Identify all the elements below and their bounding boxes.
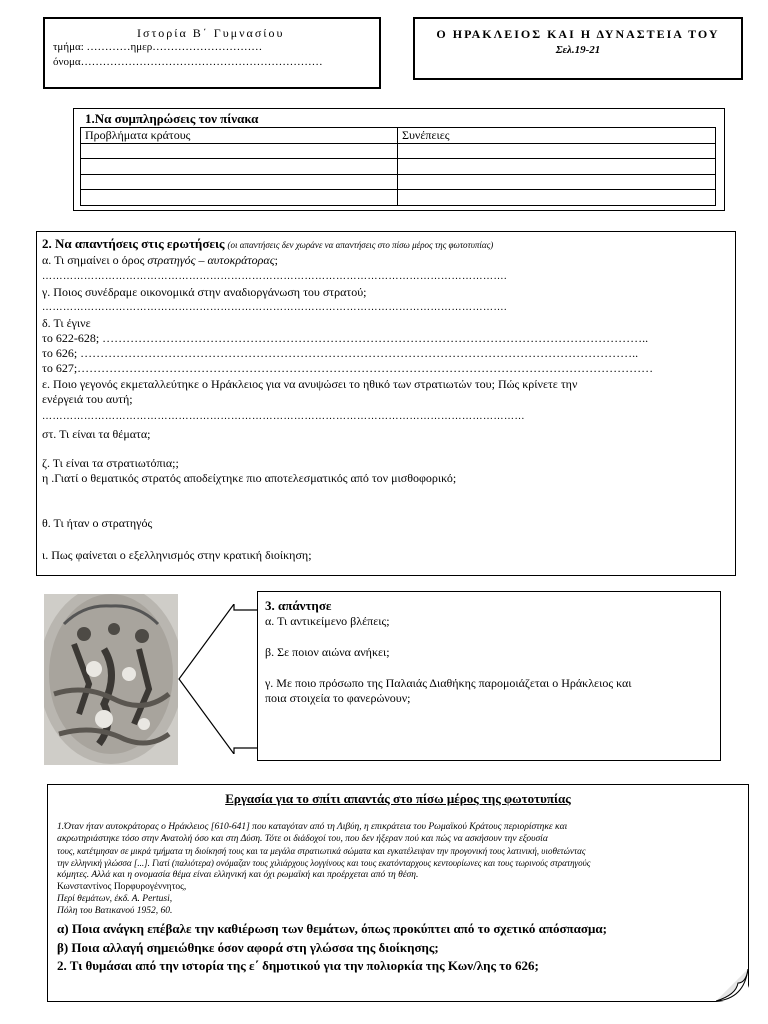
table-cell[interactable]	[398, 190, 716, 206]
table-header-row	[81, 128, 716, 144]
subject-label: Ιστορία Β΄ Γυμνασίου	[137, 26, 285, 40]
column-header-consequences: Συνέπειες	[398, 128, 716, 144]
question-a-term: στρατηγός – αυτοκράτορας	[147, 253, 275, 267]
section2-title: 2. Να απαντήσεις στις ερωτήσεις	[42, 236, 225, 251]
table-cell[interactable]	[81, 174, 398, 190]
question-3g-line2: ποια στοιχεία το φανερώνουν;	[265, 691, 411, 705]
table-cell[interactable]	[398, 143, 716, 159]
question-a-suffix: ;	[274, 253, 278, 267]
arrow-left-icon	[178, 604, 262, 754]
question-d: δ. Τι έγινε	[42, 316, 91, 330]
table-row[interactable]	[81, 159, 716, 175]
answer-line[interactable]: …………………………………………………………………………………………………………………….	[42, 271, 507, 282]
question-st: στ. Τι είναι τα θέματα;	[42, 427, 151, 441]
lesson-title: Ο ΗΡΑΚΛΕΙΟΣ ΚΑΙ Η ΔΥΝΑΣΤΕΙΑ ΤΟΥ	[436, 27, 720, 41]
homework-question-a: α) Ποια ανάγκη επέβαλε την καθιέρωση των θεμάτων, όπως προκύπτει από το σχετικό απόσπασμα;	[57, 921, 607, 936]
image-questions-box	[257, 591, 721, 761]
lesson-pages: Σελ.19-21	[555, 44, 601, 56]
student-info-box	[43, 17, 381, 89]
answer-line[interactable]: …………………………………………………………………………………………………………………………	[42, 411, 525, 422]
answer-line[interactable]: …………………………………………………………………………………………………………………….	[42, 302, 507, 313]
table-cell[interactable]	[81, 159, 398, 175]
lesson-title-box	[413, 17, 743, 80]
question-h: η .Γιατί ο θεματικός στρατός αποδείχτηκε πιο αποτελεσματικός από τον μισθοφορικό;	[42, 471, 457, 485]
homework-question-2: 2. Τι θυμάσαι από την ιστορία της ε΄ δημοτικού για την πολιορκία της Κων/λης το 626;	[57, 958, 539, 973]
table-row[interactable]	[81, 143, 716, 159]
question-i: ι. Πως φαίνεται ο εξελληνισμός στην κρατική διοίκηση;	[42, 548, 312, 562]
question-th: θ. Τι ήταν ο στρατηγός	[42, 516, 153, 530]
column-header-problems: Προβλήματα κράτους	[81, 128, 398, 144]
source-text-line: τους, κατέτμησαν σε μικρά τμήματα τη διοίκησή τους και τα μεγάλα στρατιωτικά σώματα και εγκατέλειψαν την προγονική τους λατινική, υιοθετώντας	[57, 846, 586, 856]
source-text-line: ακρωτηριάστηκε τόσο στην Ανατολή όσο και στη Δύση. Τότε οι διάδοχοί του, που δεν ήξεραν πού και πώς να ασκήσουν την εξουσία	[57, 834, 548, 844]
homework-question-b: β) Ποια αλλαγή σημειώθηκε όσον αφορά στη γλώσσα της διοίκησης;	[57, 940, 439, 955]
question-d-627[interactable]: το 627;………………………………………………………………………………………………………………………………	[42, 361, 654, 375]
table-exercise-box	[73, 108, 725, 211]
section2-heading	[42, 236, 493, 252]
section1-title: 1.Να συμπληρώσεις τον πίνακα	[85, 111, 259, 126]
table-row[interactable]	[81, 190, 716, 206]
plate-illustration	[44, 594, 178, 765]
question-3g-line1: γ. Με ποιο πρόσωπο της Παλαιάς Διαθήκης παρομοιάζεται ο Ηράκλειος και	[265, 676, 632, 690]
table-cell[interactable]	[81, 143, 398, 159]
page-curl-icon	[716, 969, 756, 1009]
questions-box	[36, 231, 736, 576]
question-3a: α. Τι αντικείμενο βλέπεις;	[265, 614, 390, 628]
table-cell[interactable]	[81, 190, 398, 206]
section2-note: (οι απαντήσεις δεν χωράνε να απαντήσεις στο πίσω μέρος της φωτοτυπίας)	[227, 240, 494, 250]
table-row[interactable]	[81, 174, 716, 190]
homework-title: Εργασία για το σπίτι απαντάς στο πίσω μέρος της φωτοτυπίας	[225, 791, 571, 806]
table-cell[interactable]	[398, 159, 716, 175]
question-d-622[interactable]: το 622-628; ………………………………………………………………………………………………………………………..	[42, 331, 649, 345]
source-text-line: κόμητες. Αλλά και η ονομασία θέμα είναι ελληνική και όχι ρωμαϊκή και προέρχεται από τη θέση.	[57, 870, 419, 880]
question-g: γ. Ποιος συνέδραμε οικονομικά στην αναδιοργάνωση του στρατού;	[42, 285, 367, 299]
class-date-line: τμήμα: …………ημερ…………………………	[53, 41, 263, 53]
source-author: Κωνσταντίνος Πορφυρογέννητος,	[57, 882, 187, 892]
problems-consequences-table	[80, 127, 716, 206]
table-cell[interactable]	[398, 174, 716, 190]
question-a-text: α. Τι σημαίνει ο όρος	[42, 253, 148, 267]
question-e-line1: ε. Ποιο γεγονός εκμεταλλεύτηκε ο Ηράκλειος για να ανυψώσει το ηθικό των στρατιωτών του; Πώς κρίνετε την	[42, 377, 578, 391]
section3-title: 3. απάντησε	[265, 598, 332, 613]
name-line: όνομα…………………………………………………………	[53, 56, 323, 68]
source-place: Πόλη του Βατικανού 1952, 60.	[57, 906, 173, 916]
question-z: ζ. Τι είναι τα στρατιωτόπια;;	[42, 456, 179, 470]
homework-box	[47, 784, 749, 1002]
source-text-line: την ελληνική γλώσσα [...]. Γιατί (παλιότερα) ονόμαζαν τους χιλιάρχους λογγίνους και τους εκατόνταρχους κεντουρίωνες και τους τωρινούς στρατηγούς	[57, 858, 591, 868]
question-d-626[interactable]: το 626; …………………………………………………………………………………………………………………………..	[42, 346, 639, 360]
question-e-line2: ενέργειά του αυτή;	[42, 392, 133, 406]
source-text-line: 1.Όταν ήταν αυτοκράτορας ο Ηράκλειος [610-641] που καταγόταν από τη Λιβύη, η επικράτεια του Ρωμαϊκού Κράτους περιορίστηκε και	[57, 822, 568, 832]
question-a	[42, 253, 278, 268]
source-work: Περί θεμάτων, έκδ. Α. Pertusi,	[57, 894, 173, 904]
question-3b: β. Σε ποιον αιώνα ανήκει;	[265, 645, 390, 659]
silver-plate-relief-image	[44, 594, 178, 765]
